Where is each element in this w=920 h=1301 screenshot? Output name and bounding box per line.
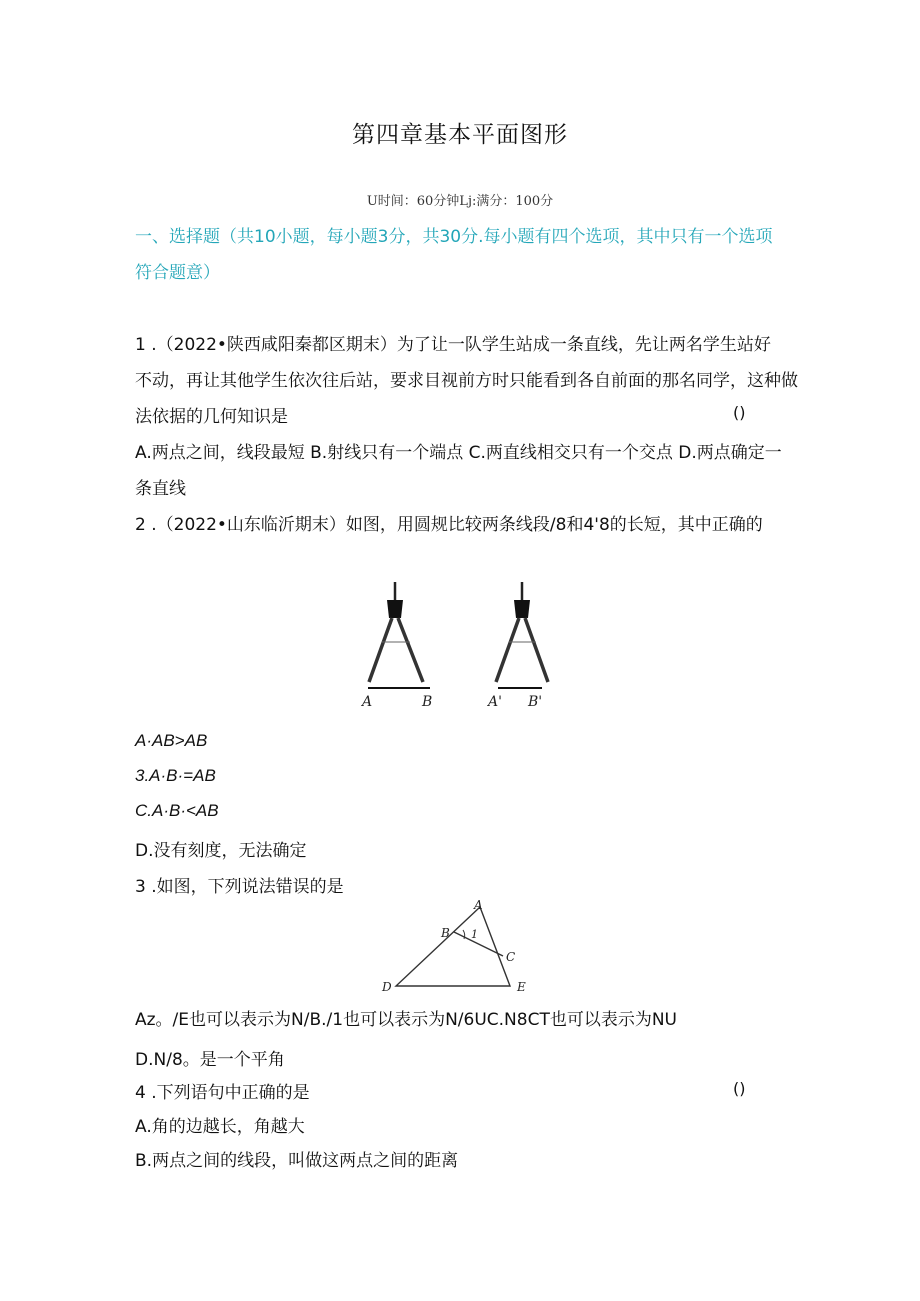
label-angle-1: 1 <box>471 928 478 941</box>
label-a: A <box>362 694 373 710</box>
label-b: B <box>441 926 450 940</box>
page-title: 第四章基本平面图形 <box>352 122 568 148</box>
label-a-prime: A' <box>488 694 502 710</box>
triangle-figure <box>370 893 545 998</box>
label-a: A <box>474 898 483 912</box>
q1-line2: 不动，再让其他学生依次往后站，要求目视前方时只能看到各自前面的那名同学，这种做 <box>135 371 798 391</box>
q1-line1: 1 .（2022•陕西咸阳秦都区期末）为了让一队学生站成一条直线，先让两名学生站好 <box>135 335 771 355</box>
q3-stem: 3 .如图，下列说法错误的是 <box>135 877 344 897</box>
q4-option-b: B.两点之间的线段，叫做这两点之间的距离 <box>135 1151 459 1171</box>
q2-option-b: 3.A·B·=AB <box>135 766 216 785</box>
q2-option-d: D.没有刻度，无法确定 <box>135 841 307 861</box>
left-compass <box>360 582 432 710</box>
q1-line3: 法依据的几何知识是 <box>135 407 288 427</box>
label-e: E <box>517 980 526 994</box>
q3-options-line1: Az。/E也可以表示为N/B./1也可以表示为N/6UC.N8CT也可以表示为NU <box>135 1010 677 1030</box>
label-c: C <box>506 950 516 964</box>
label-d: D <box>382 980 392 994</box>
q2-option-a: A·AB>AB <box>135 731 208 750</box>
q1-answer-paren: () <box>733 403 746 422</box>
compass-figure <box>350 578 560 713</box>
q2-option-c: C.A·B·<AB <box>135 801 219 820</box>
q1-options-cont: 条直线 <box>135 479 186 499</box>
q4-option-a: A.角的边越长，角越大 <box>135 1117 305 1137</box>
right-compass <box>486 582 548 710</box>
label-b-prime: B' <box>528 694 543 710</box>
q2-stem: 2 .（2022•山东临沂期末）如图，用圆规比较两条线段/8和4'8的长短，其中正确的 <box>135 515 763 535</box>
q1-options: A.两点之间，线段最短 B.射线只有一个端点 C.两直线相交只有一个交点 D.两点确定一 <box>135 443 782 463</box>
q4-answer-paren: () <box>733 1079 746 1098</box>
q3-options-line2: D.N/8。是一个平角 <box>135 1050 285 1070</box>
label-b: B <box>422 694 433 710</box>
section-heading-line2: 符合题意） <box>135 263 220 283</box>
q4-stem: 4 .下列语句中正确的是 <box>135 1083 310 1103</box>
section-heading-line1: 一、选择题（共10小题，每小题3分，共30分.每小题有四个选项，其中只有一个选项 <box>135 227 773 247</box>
exam-meta: U时间：60分钟Lj:满分：100分 <box>366 194 554 209</box>
